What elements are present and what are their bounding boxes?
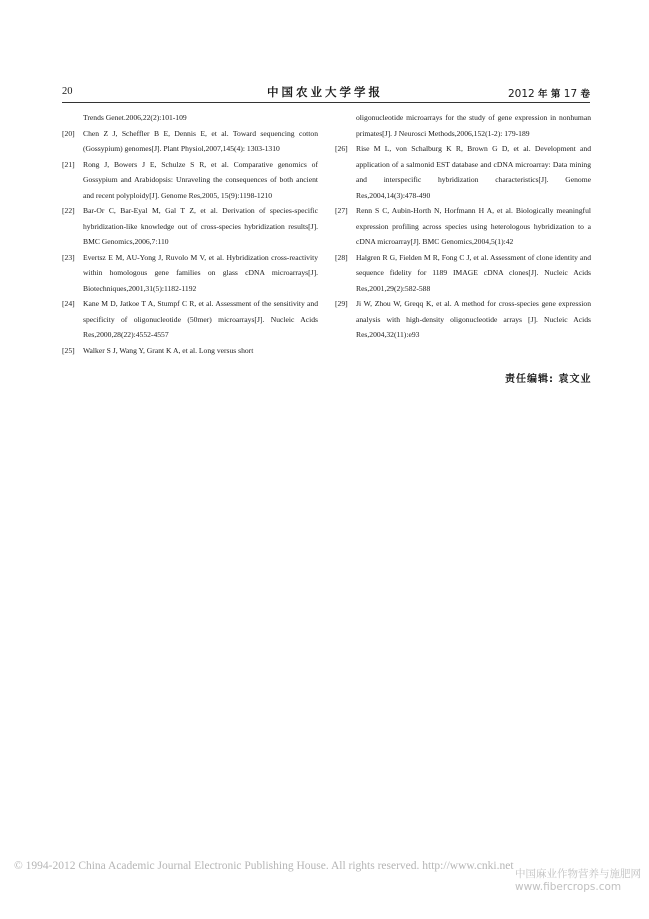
reference-item: [20] Chen Z J, Scheffler B E, Dennis E, et al. Toward sequencing cotton (Gossypium) genomes[J]. Plant Physiol,2007,145(4): 1303-1310	[62, 128, 318, 153]
issue-info	[508, 86, 590, 100]
site-watermark	[515, 868, 641, 894]
journal-title: 中国农业大学学报	[267, 85, 383, 99]
volume-label: 卷	[580, 89, 590, 100]
right-column	[335, 110, 591, 343]
copyright-footer: © 1994-2012 China Academic Journal Electronic Publishing House. All rights reserved. http://www.cnki.net	[14, 860, 514, 872]
watermark-line-2: www.fibercrops.com	[515, 881, 622, 893]
volume: 17	[563, 88, 578, 100]
reference-item: [22] Bar-Or C, Bar-Eyal M, Gal T Z, et al. Derivation of species-specific hybridization-like knowledge out of cross-species hybridization results[J]. BMC Genomics,2006,7:110	[62, 206, 318, 246]
reference-item: [25] Walker S J, Wang Y, Grant K A, et al. Long versus short	[62, 345, 254, 355]
left-column	[62, 110, 318, 358]
page-header	[62, 84, 590, 102]
page-number: 20	[62, 86, 73, 97]
reference-item: oligonucleotide microarrays for the study of gene expression in nonhuman primates[J]. J Neurosci Methods,2006,152(1-2): 179-189	[356, 113, 591, 138]
reference-item: [28] Halgren R G, Fielden M R, Fong C J, et al. Assessment of clone identity and sequence fidelity for 1189 IMAGE cDNA clones[J]. Nucleic Acids Res,2001,29(2):582-588	[335, 252, 591, 293]
reference-item: [24] Kane M D, Jatkoe T A, Stumpf C R, et al. Assessment of the sensitivity and specificity of oligonucleotide (50mer) microarrays[J]. Nucleic Acids Res,2000,28(22):4552-4557	[62, 299, 318, 339]
reference-item: [27] Renn S C, Aubin-Horth N, Horfmann H A, et al. Biologically meaningful expression profiling across species using heterologous hybridization to a cDNA microarray[J]. BMC Genomics,2004,5(1):42	[335, 206, 591, 246]
watermark-line-1: 中国麻业作物营养与施肥网	[515, 868, 641, 880]
reference-item: [21] Rong J, Bowers J E, Schulze S R, et al. Comparative genomics of Gossypium and Arabidopsis: Unraveling the consequences of both ancient and recent polyploidy[J]. Genome Res,2005, 15(9):1198-1210	[62, 159, 318, 200]
reference-item: [23] Evertsz E M, AU-Yong J, Ruvolo M V, et al. Hybridization cross-reactivity within homologous gene families on glass cDNA microarrays[J]. Biotechniques,2001,31(5):1182-1192	[62, 252, 318, 293]
header-rule	[62, 102, 590, 103]
year: 2012	[507, 88, 535, 100]
reference-item: Trends Genet.2006,22(2):101-109	[83, 113, 187, 122]
issue-prefix: 第	[550, 89, 561, 100]
year-label: 年	[538, 89, 548, 100]
reference-item: [29] Ji W, Zhou W, Greqq K, et al. A method for cross-species gene expression analysis with high-density oligonucleotide arrays [J]. Nucleic Acids Res,2004,32(11):e93	[335, 299, 591, 339]
editor-credit: 责任编辑: 袁文业	[505, 374, 592, 385]
reference-item: [26] Rise M L, von Schalburg K R, Brown G D, et al. Development and application of a salmonid EST database and cDNA microarray: Data mining and interspecific hybridization characteristics[J]. Genome Res,2004,14(3):478-490	[335, 144, 591, 200]
